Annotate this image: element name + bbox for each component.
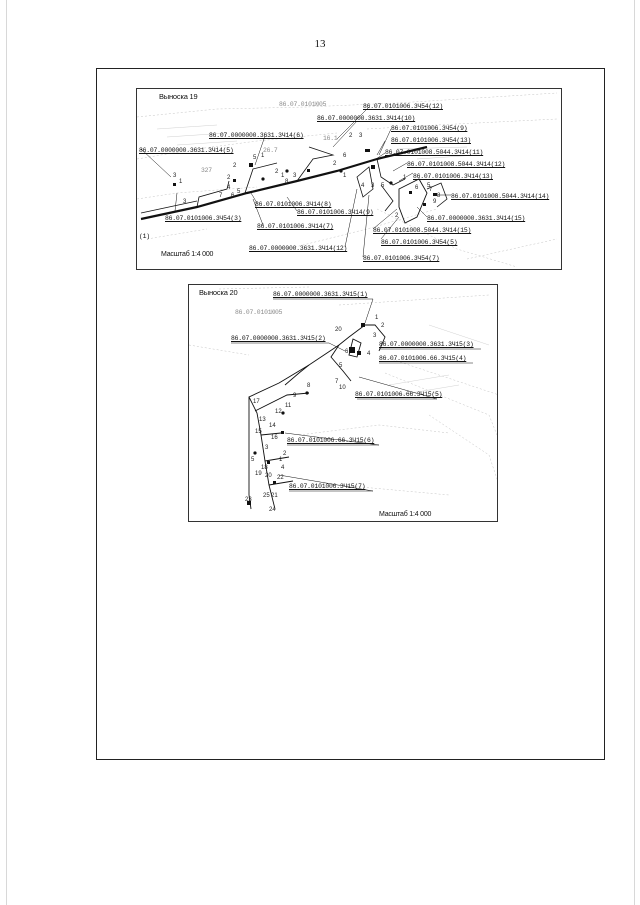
point-number: 7 [429,187,433,193]
point-number: 22 [277,475,284,481]
part-label: 86.07.0101006.3Ч54(9) [391,125,468,132]
point-number: 7 [219,193,223,199]
point-number: 20 [265,473,272,479]
scan-edge-left [6,0,7,905]
part-label: 86.07.0101008.5044.3Ч14(15) [373,227,472,234]
point-number: 3 [173,173,177,179]
part-label: 86.07.0101006.3Ч54(12) [363,103,443,110]
point-number: 13 [259,417,266,423]
page-number: 13 [314,38,326,50]
point-number: 17 [253,399,260,405]
point-number: 9 [433,199,437,205]
point-number: 1 [281,173,285,179]
point-number: 15 [255,429,262,435]
part-label: 86.07.0101006.66.3Ч15(5) [355,391,443,398]
point-number: 3 [183,199,187,205]
callout-20-title: Выноска 20 [199,288,238,297]
point-number: 9 [293,393,297,399]
point-number: 4 [367,351,371,357]
point-number: 3 [265,445,269,451]
part-label: 86.07.0000000.3631.3Ч15(3) [379,341,474,348]
point-number: 8 [307,383,311,389]
point-number: 3 [293,173,297,179]
part-label: 86.07.0000000.3631.3Ч14(12) [249,245,348,252]
callout-20-panel [188,284,498,522]
point-number: 1 [279,457,283,463]
point-number: 1 [375,315,379,321]
point-number: 10 [339,385,346,391]
point-number: 2 [395,213,399,219]
faint-code: 86.07.0101Ю05 [279,101,327,108]
point-number: 6 [345,349,349,355]
point-number: 6 [231,193,235,199]
faint-code: 86.07.0101Ю05 [235,309,283,316]
part-label: 86.07.0101006.3Ч15(7) [289,483,366,490]
callout-19-title: Выноска 19 [159,92,198,101]
point-number: 18 [261,465,268,471]
part-label: 86.07.0101006.3Ч54(5) [381,239,458,246]
point-number: 3 [373,333,377,339]
part-label: 86.07.0000000.3631.3Ч15(1) [273,291,368,298]
part-label: 86.07.0101006.3Ч14(8) [255,201,332,208]
part-label: 86.07.0000000.3631.3Ч14(15) [427,215,526,222]
equipment-outline [399,179,427,223]
part-label: 86.07.0101006.66.3Ч15(4) [379,355,467,362]
part-label: 86.07.0101006.3Ч14(13) [413,173,493,180]
part-label: 86.07.0101006.3Ч14(9) [297,209,374,216]
callout-20-scale: Масштаб 1:4 000 [379,511,432,518]
callout-19-scale: Масштаб 1:4 000 [161,251,214,258]
part-label: 86.07.0101008.5044.3Ч14(11) [385,149,484,156]
point-number: 5 [237,189,241,195]
point-number: 21 [271,493,278,499]
point-number: 5 [381,183,385,189]
part-label: 86.07.0101006.3Ч54(3) [165,215,242,222]
point-number: 16 [271,435,278,441]
callout-19-panel [136,88,562,270]
point-number: 3 [359,133,363,139]
point-number: 1 [261,153,265,159]
point-number: 7 [335,379,339,385]
point-number: 2 [283,451,287,457]
point-number: 23 [245,497,252,503]
point-number: 1 [179,179,183,185]
faint-code: 26.7 [263,147,278,154]
part-label: 86.07.0101008.5044.3Ч14(14) [451,193,550,200]
part-label: 86.07.0101008.5044.3Ч14(12) [407,161,506,168]
part-label: 86.07.0101006.3Ч54(13) [391,137,471,144]
point-number: 2 [227,175,231,181]
point-number: 2 [233,163,237,169]
scan-edge-right [634,0,635,905]
part-label: 86.07.0101006.3Ч54(7) [363,255,440,262]
part-label: 86.07.0101006.66.3Ч15(6) [287,437,375,444]
point-number: 2 [349,133,353,139]
part-label: 86.07.0000000.3631.3Ч15(2) [231,335,326,342]
point-number: 4 [281,465,285,471]
point-number: 4 [227,185,231,191]
point-number: 11 [285,403,292,409]
part-label: 86.07.0000000.3631.3Ч14(5) [139,147,234,154]
point-number: 4 [361,183,365,189]
part-label: 86.07.0101006.3Ч14(7) [257,223,334,230]
point-number: 24 [269,507,276,513]
point-number: 1 [403,175,407,181]
point-number: 5 [253,155,257,161]
point-number: 2 [275,169,279,175]
point-number: 19 [255,471,262,477]
point-number: 2 [333,161,337,167]
point-number: 8 [437,193,441,199]
point-number: 8 [285,179,289,185]
point-number: 5 [251,457,255,463]
point-number: 12 [275,409,282,415]
point-number: 6 [415,185,419,191]
point-number: 5 [427,183,431,189]
point-number: 3 [371,183,375,189]
point-number: 20 [335,327,342,333]
point-number: 1 [343,173,347,179]
part-label: 86.07.0000000.3631.3Ч14(6) [209,132,304,139]
point-number: 14 [269,423,276,429]
point-number: 5 [339,363,343,369]
faint-code: 327 [201,167,212,174]
part-label: (1) [139,233,150,240]
point-number: 2 [381,323,385,329]
point-number: 6 [343,153,347,159]
point-number: 25 [263,493,270,499]
faint-code: 16.1 [323,135,338,142]
part-label: 86.07.0000000.3631.3Ч14(10) [317,115,416,122]
